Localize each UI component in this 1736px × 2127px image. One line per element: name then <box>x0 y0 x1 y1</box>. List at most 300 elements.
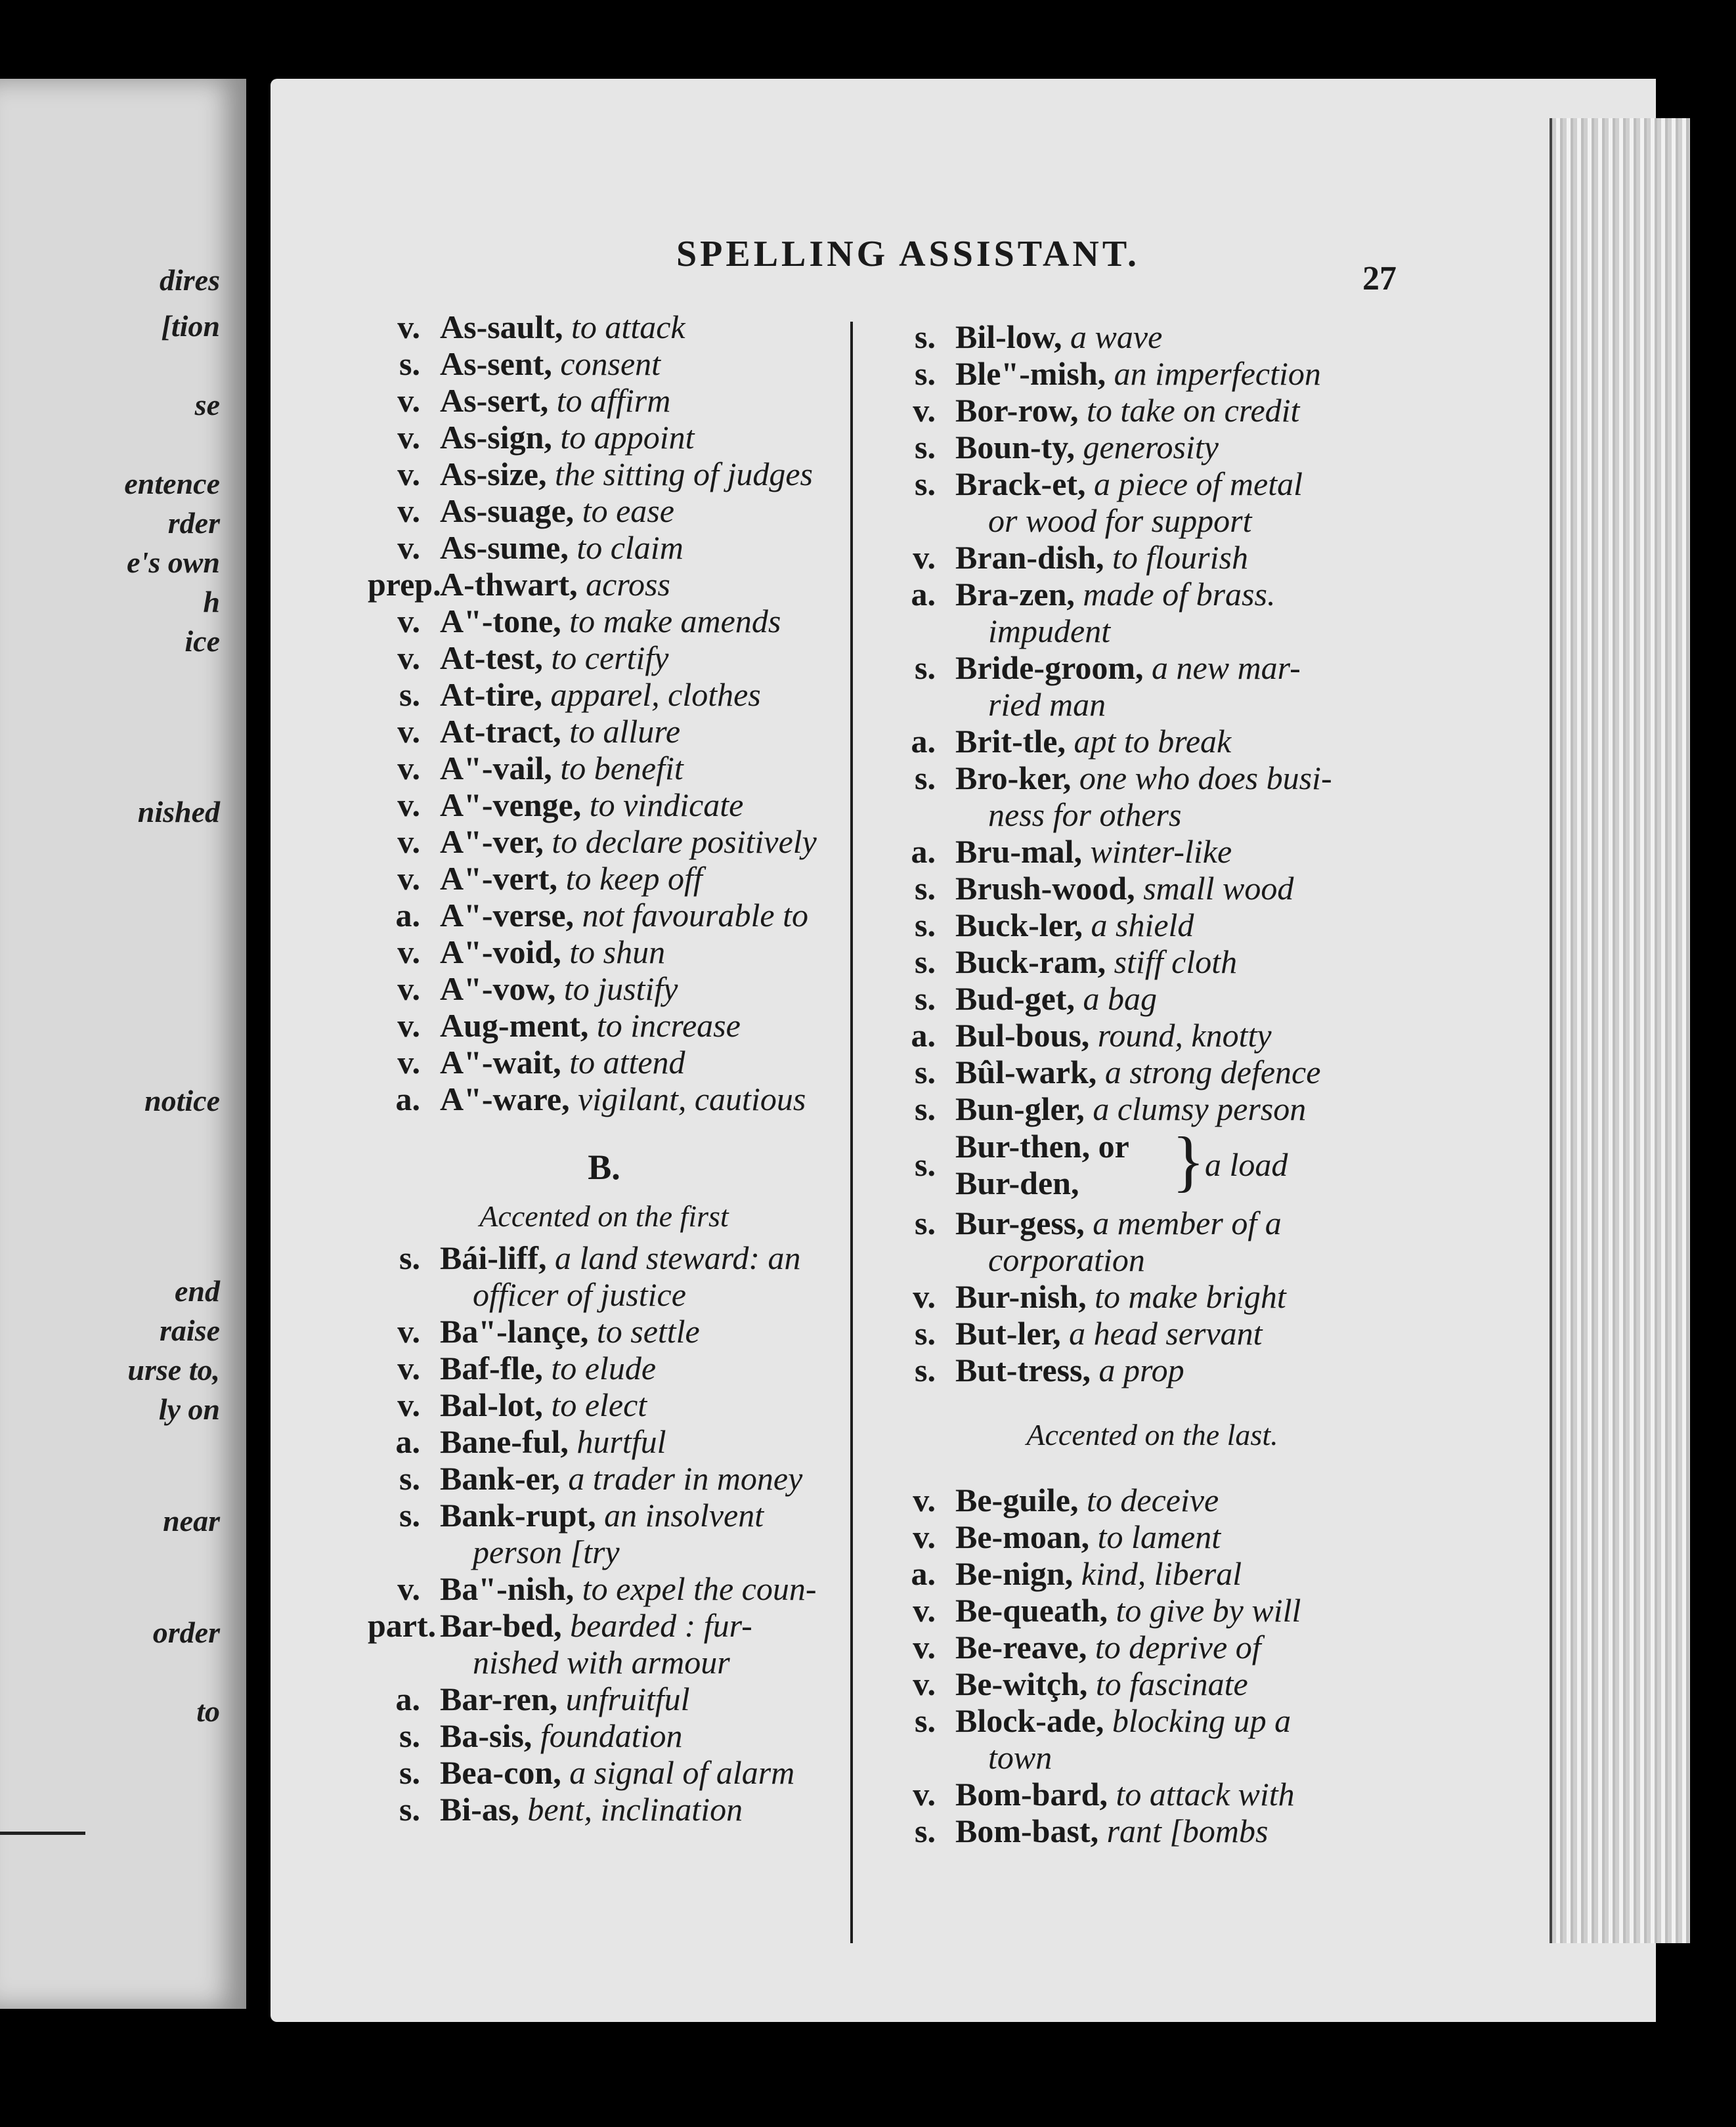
dictionary-entry <box>368 786 840 823</box>
part-of-speech: v. <box>397 492 420 529</box>
headword: As-size, <box>440 456 547 492</box>
headword: Ba"-lançe, <box>440 1313 589 1350</box>
dictionary-entry <box>368 309 840 345</box>
left-page-text-fragment: nished <box>137 795 220 828</box>
part-of-speech: v. <box>913 1776 936 1813</box>
part-of-speech: s. <box>915 1315 936 1352</box>
part-of-speech: a. <box>911 1017 936 1054</box>
headword: Bûl-wark, <box>955 1054 1097 1090</box>
part-of-speech: part. <box>368 1607 437 1644</box>
left-facing-page <box>0 79 246 2009</box>
part-of-speech: v. <box>397 860 420 897</box>
definition: to deceive <box>1086 1482 1219 1518</box>
dictionary-entry <box>368 639 840 676</box>
entry-list <box>883 1205 1421 1388</box>
headword: Bra-zen, <box>955 576 1075 612</box>
headword: Be-reave, <box>955 1629 1087 1665</box>
part-of-speech: v. <box>397 603 420 639</box>
part-of-speech: s. <box>915 943 936 980</box>
definition: to attack <box>571 309 685 345</box>
definition: apt to break <box>1074 723 1232 760</box>
definition: a load <box>1205 1146 1288 1183</box>
dictionary-entry <box>368 419 840 456</box>
headword: At-tract, <box>440 713 561 750</box>
headword: Boun-ty, <box>955 429 1075 465</box>
headword: Bane-ful, <box>440 1423 569 1460</box>
headword: Bil-low, <box>955 318 1062 355</box>
headword: A"-vail, <box>440 750 552 786</box>
part-of-speech: v. <box>397 382 420 419</box>
dictionary-entry <box>883 1629 1421 1665</box>
headword: But-ler, <box>955 1315 1061 1352</box>
definition: blocking up a <box>1112 1702 1291 1739</box>
part-of-speech: v. <box>913 1278 936 1315</box>
definition: across <box>586 566 670 603</box>
headword: Bur-den, <box>955 1165 1079 1201</box>
dictionary-entry <box>883 723 1421 760</box>
headword: Bar-ren, <box>440 1681 558 1717</box>
part-of-speech: s. <box>915 1090 936 1127</box>
left-page-text-fragment: near <box>163 1504 220 1537</box>
definition: a prop <box>1098 1352 1184 1388</box>
headword: Ba-sis, <box>440 1717 532 1754</box>
part-of-speech: a. <box>911 833 936 870</box>
page-number: 27 <box>1362 260 1397 297</box>
definition: stiff cloth <box>1114 943 1238 980</box>
part-of-speech: v. <box>397 786 420 823</box>
part-of-speech: v. <box>913 1592 936 1629</box>
definition: an insolvent <box>604 1497 764 1534</box>
definition: a new mar- <box>1152 649 1301 686</box>
dictionary-entry <box>883 1665 1421 1702</box>
headword: As-sert, <box>440 382 549 419</box>
part-of-speech: s. <box>915 980 936 1017</box>
dictionary-entry <box>883 1054 1421 1090</box>
definition: made of brass. <box>1083 576 1276 612</box>
part-of-speech: v. <box>397 750 420 786</box>
definition: to certify <box>551 639 669 676</box>
left-page-rule <box>0 1832 85 1835</box>
definition: a signal of alarm <box>569 1754 795 1791</box>
headword: Bride-groom, <box>955 649 1144 686</box>
definition: to allure <box>569 713 681 750</box>
definition: to shun <box>569 934 666 970</box>
part-of-speech: s. <box>915 1352 936 1388</box>
dictionary-entry <box>368 1570 840 1607</box>
dictionary-entry <box>368 934 840 970</box>
headword: Brack-et, <box>955 465 1086 502</box>
headword: Buck-ram, <box>955 943 1106 980</box>
definition: a member of a <box>1093 1205 1282 1241</box>
definition: unfruitful <box>565 1681 690 1717</box>
headword: At-test, <box>440 639 543 676</box>
definition: not favourable to <box>582 897 808 934</box>
brace-entry <box>883 1123 1421 1205</box>
dictionary-entry <box>883 1555 1421 1592</box>
left-page-text-fragment: end <box>175 1274 220 1308</box>
headword: Baf-fle, <box>440 1350 543 1386</box>
subheading: Accented on the first <box>479 1199 729 1233</box>
left-page-text-fragment: order <box>152 1616 220 1649</box>
entry-list <box>368 309 840 1117</box>
dictionary-entry <box>883 1315 1421 1352</box>
part-of-speech: a. <box>911 1555 936 1592</box>
headword: Bar-bed, <box>440 1607 562 1644</box>
entry-list <box>883 318 1421 1127</box>
definition: to appoint <box>560 419 695 456</box>
dictionary-entry <box>883 870 1421 907</box>
definition: to benefit <box>560 750 684 786</box>
definition: hurtful <box>576 1423 666 1460</box>
headword: A"-venge, <box>440 786 582 823</box>
definition: to lament <box>1097 1518 1221 1555</box>
part-of-speech: s. <box>399 676 420 713</box>
left-page-text-fragment: [tion <box>161 309 220 343</box>
headword: Brush-wood, <box>955 870 1135 907</box>
dictionary-entry <box>883 1278 1421 1315</box>
left-page-text-fragment: urse to, <box>127 1353 220 1386</box>
headword: Be-guile, <box>955 1482 1079 1518</box>
dictionary-entry <box>883 318 1421 355</box>
dictionary-entry <box>368 1717 840 1754</box>
dictionary-entry <box>883 355 1421 392</box>
left-page-text-fragment: se <box>194 388 220 421</box>
part-of-speech: v. <box>913 1482 936 1518</box>
definition: foundation <box>540 1717 683 1754</box>
brace-glyph: } <box>1172 1123 1205 1199</box>
left-page-text-fragment: ice <box>184 624 220 658</box>
headword: Bom-bard, <box>955 1776 1108 1813</box>
definition: a land steward: an <box>554 1239 801 1276</box>
definition: to deprive of <box>1095 1629 1261 1665</box>
definition: consent <box>560 345 661 382</box>
definition: to elude <box>551 1350 657 1386</box>
headword: As-sign, <box>440 419 552 456</box>
headword: Bái-liff, <box>440 1239 547 1276</box>
headword: Bur-nish, <box>955 1278 1087 1315</box>
definition: to keep off <box>565 860 703 897</box>
part-of-speech: s. <box>399 1497 420 1534</box>
part-of-speech: a. <box>911 723 936 760</box>
page-edges <box>1550 118 1690 1943</box>
part-of-speech: v. <box>397 1350 420 1386</box>
entry-list <box>368 1239 840 1828</box>
headword: Bul-bous, <box>955 1017 1090 1054</box>
headword: Ba"-nish, <box>440 1570 575 1607</box>
dictionary-entry <box>368 897 840 934</box>
part-of-speech: s. <box>915 1813 936 1849</box>
dictionary-entry <box>368 492 840 529</box>
part-of-speech: prep. <box>368 566 441 603</box>
dictionary-entry <box>368 713 840 750</box>
dictionary-entry <box>883 980 1421 1017</box>
definition: to declare positively <box>552 823 817 860</box>
dictionary-entry <box>368 603 840 639</box>
definition-continuation: impudent <box>988 612 1111 649</box>
running-header: SPELLING ASSISTANT. <box>676 234 1140 274</box>
headword: A"-ware, <box>440 1081 570 1117</box>
dictionary-entry <box>883 1352 1421 1388</box>
headword: Brit-tle, <box>955 723 1066 760</box>
definition-continuation: ried man <box>988 686 1106 723</box>
part-of-speech: v. <box>397 309 420 345</box>
headword: Bank-rupt, <box>440 1497 596 1534</box>
dictionary-entry <box>368 1607 840 1681</box>
headword: A"-vert, <box>440 860 558 897</box>
headword: Bom-bast, <box>955 1813 1099 1849</box>
subheading: Accented on the last. <box>1026 1418 1278 1451</box>
part-of-speech: v. <box>913 539 936 576</box>
dictionary-entry <box>883 1702 1421 1776</box>
definition: bearded : fur- <box>570 1607 752 1644</box>
part-of-speech: a. <box>395 1681 420 1717</box>
headword: Be-witçh, <box>955 1665 1088 1702</box>
part-of-speech: v. <box>913 392 936 429</box>
dictionary-entry <box>883 1592 1421 1629</box>
headword: A"-vow, <box>440 970 556 1007</box>
dictionary-entry <box>368 382 840 419</box>
headword: A-thwart, <box>440 566 578 603</box>
dictionary-entry <box>368 1350 840 1386</box>
part-of-speech: v. <box>913 1518 936 1555</box>
definition: to elect <box>551 1386 647 1423</box>
part-of-speech: v. <box>397 529 420 566</box>
headword: A"-void, <box>440 934 561 970</box>
headword: A"-wait, <box>440 1044 561 1081</box>
headword: Bor-row, <box>955 392 1079 429</box>
part-of-speech: v. <box>913 1665 936 1702</box>
part-of-speech: v. <box>913 1629 936 1665</box>
part-of-speech: v. <box>397 456 420 492</box>
dictionary-entry <box>368 970 840 1007</box>
definition: to flourish <box>1112 539 1248 576</box>
dictionary-entry <box>368 1460 840 1497</box>
dictionary-entry <box>883 576 1421 649</box>
part-of-speech: s. <box>915 907 936 943</box>
headword: Bun-gler, <box>955 1090 1085 1127</box>
dictionary-entry <box>883 907 1421 943</box>
part-of-speech: v. <box>397 419 420 456</box>
part-of-speech: s. <box>399 1460 420 1497</box>
definition-continuation: person [try <box>473 1534 620 1570</box>
left-page-text-fragment: e's own <box>127 546 220 579</box>
definition: a clumsy person <box>1093 1090 1307 1127</box>
dictionary-entry <box>883 649 1421 723</box>
headword: Bud-get, <box>955 980 1075 1017</box>
dictionary-entry <box>368 1423 840 1460</box>
dictionary-entry <box>368 566 840 603</box>
headword: But-tress, <box>955 1352 1091 1388</box>
definition: to take on credit <box>1086 392 1300 429</box>
dictionary-entry <box>368 1791 840 1828</box>
dictionary-entry <box>883 429 1421 465</box>
column-divider <box>850 322 853 1943</box>
definition: the sitting of judges <box>554 456 813 492</box>
dictionary-entry <box>883 465 1421 539</box>
definition: kind, liberal <box>1081 1555 1242 1592</box>
dictionary-entry <box>368 676 840 713</box>
dictionary-entry <box>883 1518 1421 1555</box>
part-of-speech: v. <box>397 1313 420 1350</box>
left-page-text-fragment: dires <box>160 263 220 297</box>
dictionary-entry <box>883 392 1421 429</box>
dictionary-entry <box>368 1313 840 1350</box>
headword: A"-tone, <box>440 603 561 639</box>
headword: Bur-gess, <box>955 1205 1085 1241</box>
definition: winter-like <box>1090 833 1232 870</box>
headword: Bank-er, <box>440 1460 560 1497</box>
definition-continuation: town <box>988 1739 1052 1776</box>
part-of-speech: s. <box>399 1791 420 1828</box>
entry-list <box>883 1482 1421 1849</box>
dictionary-entry <box>368 1754 840 1791</box>
part-of-speech: s. <box>915 355 936 392</box>
dictionary-entry <box>368 1497 840 1570</box>
definition: one who does busi- <box>1079 760 1332 796</box>
part-of-speech: a. <box>911 576 936 612</box>
headword: Buck-ler, <box>955 907 1083 943</box>
definition: to make amends <box>569 603 781 639</box>
part-of-speech: s. <box>915 429 936 465</box>
dictionary-entry <box>368 1386 840 1423</box>
part-of-speech: s. <box>399 1754 420 1791</box>
left-page-text-fragment: to <box>196 1694 220 1728</box>
left-page-text-fragment: entence <box>124 467 220 500</box>
definition: bent, inclination <box>527 1791 743 1828</box>
definition: to claim <box>576 529 684 566</box>
part-of-speech: a. <box>395 1423 420 1460</box>
dictionary-entry <box>368 1044 840 1081</box>
headword: As-suage, <box>440 492 575 529</box>
headword: Be-nign, <box>955 1555 1074 1592</box>
definition: to vindicate <box>589 786 744 823</box>
dictionary-entry <box>368 456 840 492</box>
part-of-speech: v. <box>397 713 420 750</box>
definition-continuation: or wood for support <box>988 502 1252 539</box>
definition: small wood <box>1143 870 1294 907</box>
definition: generosity <box>1083 429 1219 465</box>
definition: to expel the coun- <box>582 1570 817 1607</box>
definition: to increase <box>596 1007 741 1044</box>
headword: Be-moan, <box>955 1518 1090 1555</box>
definition: an imperfection <box>1114 355 1321 392</box>
definition: to attend <box>569 1044 685 1081</box>
definition: to settle <box>596 1313 700 1350</box>
definition: a trader in money <box>568 1460 803 1497</box>
part-of-speech: v. <box>397 1044 420 1081</box>
definition-continuation: officer of justice <box>473 1276 686 1313</box>
left-page-text-fragment: rder <box>167 506 220 540</box>
dictionary-entry <box>368 860 840 897</box>
right-column <box>883 318 1421 1849</box>
headword: Bi-as, <box>440 1791 519 1828</box>
part-of-speech: s. <box>399 1239 420 1276</box>
dictionary-entry <box>883 1090 1421 1127</box>
definition: a wave <box>1070 318 1163 355</box>
definition: a strong defence <box>1104 1054 1321 1090</box>
definition: round, knotty <box>1097 1017 1272 1054</box>
headword: Bur-then, or <box>955 1128 1129 1165</box>
definition: to attack with <box>1116 1776 1295 1813</box>
dictionary-entry <box>883 1205 1421 1278</box>
part-of-speech: v. <box>397 1386 420 1423</box>
dictionary-entry <box>883 1776 1421 1813</box>
headword: Bran-dish, <box>955 539 1104 576</box>
definition: to give by will <box>1116 1592 1301 1629</box>
definition: apparel, clothes <box>550 676 761 713</box>
left-page-text-fragment: h <box>203 585 220 618</box>
part-of-speech: v. <box>397 934 420 970</box>
dictionary-entry <box>368 823 840 860</box>
dictionary-entry <box>368 1007 840 1044</box>
part-of-speech: v. <box>397 639 420 676</box>
dictionary-entry <box>368 750 840 786</box>
dictionary-entry <box>883 760 1421 833</box>
part-of-speech: s. <box>915 1146 936 1183</box>
headword: Bea-con, <box>440 1754 561 1791</box>
definition: to ease <box>582 492 674 529</box>
dictionary-entry <box>883 539 1421 576</box>
part-of-speech: s. <box>915 1054 936 1090</box>
left-page-text-fragment: raise <box>160 1314 220 1347</box>
part-of-speech: s. <box>399 1717 420 1754</box>
headword: At-tire, <box>440 676 542 713</box>
headword: Bro-ker, <box>955 760 1072 796</box>
definition: vigilant, cautious <box>578 1081 806 1117</box>
headword: A"-verse, <box>440 897 575 934</box>
left-page-text-fragment: ly on <box>158 1392 220 1426</box>
part-of-speech: a. <box>395 1081 420 1117</box>
headword: As-sault, <box>440 309 563 345</box>
left-column <box>368 309 840 1828</box>
definition: to fascinate <box>1095 1665 1248 1702</box>
part-of-speech: v. <box>397 1570 420 1607</box>
dictionary-entry <box>368 1681 840 1717</box>
dictionary-entry <box>368 1081 840 1117</box>
headword: Ble"-mish, <box>955 355 1106 392</box>
definition: to make bright <box>1095 1278 1286 1315</box>
dictionary-entry <box>883 1482 1421 1518</box>
dictionary-entry <box>368 1239 840 1313</box>
part-of-speech: s. <box>915 760 936 796</box>
part-of-speech: s. <box>915 465 936 502</box>
part-of-speech: a. <box>395 897 420 934</box>
headword: A"-ver, <box>440 823 544 860</box>
headword: As-sent, <box>440 345 552 382</box>
definition: rant [bombs <box>1106 1813 1269 1849</box>
left-page-text-fragment: notice <box>144 1084 220 1117</box>
part-of-speech: s. <box>915 1205 936 1241</box>
part-of-speech: v. <box>397 1007 420 1044</box>
headword: Block-ade, <box>955 1702 1104 1739</box>
part-of-speech: s. <box>915 1702 936 1739</box>
headword: Aug-ment, <box>440 1007 589 1044</box>
headword: Bru-mal, <box>955 833 1083 870</box>
definition: a shield <box>1091 907 1194 943</box>
part-of-speech: s. <box>915 649 936 686</box>
part-of-speech: s. <box>915 870 936 907</box>
part-of-speech: v. <box>397 970 420 1007</box>
dictionary-entry <box>368 529 840 566</box>
part-of-speech: v. <box>397 823 420 860</box>
definition-continuation: nished with armour <box>473 1644 730 1681</box>
headword: Bal-lot, <box>440 1386 543 1423</box>
definition: a head servant <box>1069 1315 1263 1352</box>
dictionary-entry <box>883 943 1421 980</box>
dictionary-entry <box>883 833 1421 870</box>
definition-continuation: ness for others <box>988 796 1182 833</box>
headword: As-sume, <box>440 529 569 566</box>
